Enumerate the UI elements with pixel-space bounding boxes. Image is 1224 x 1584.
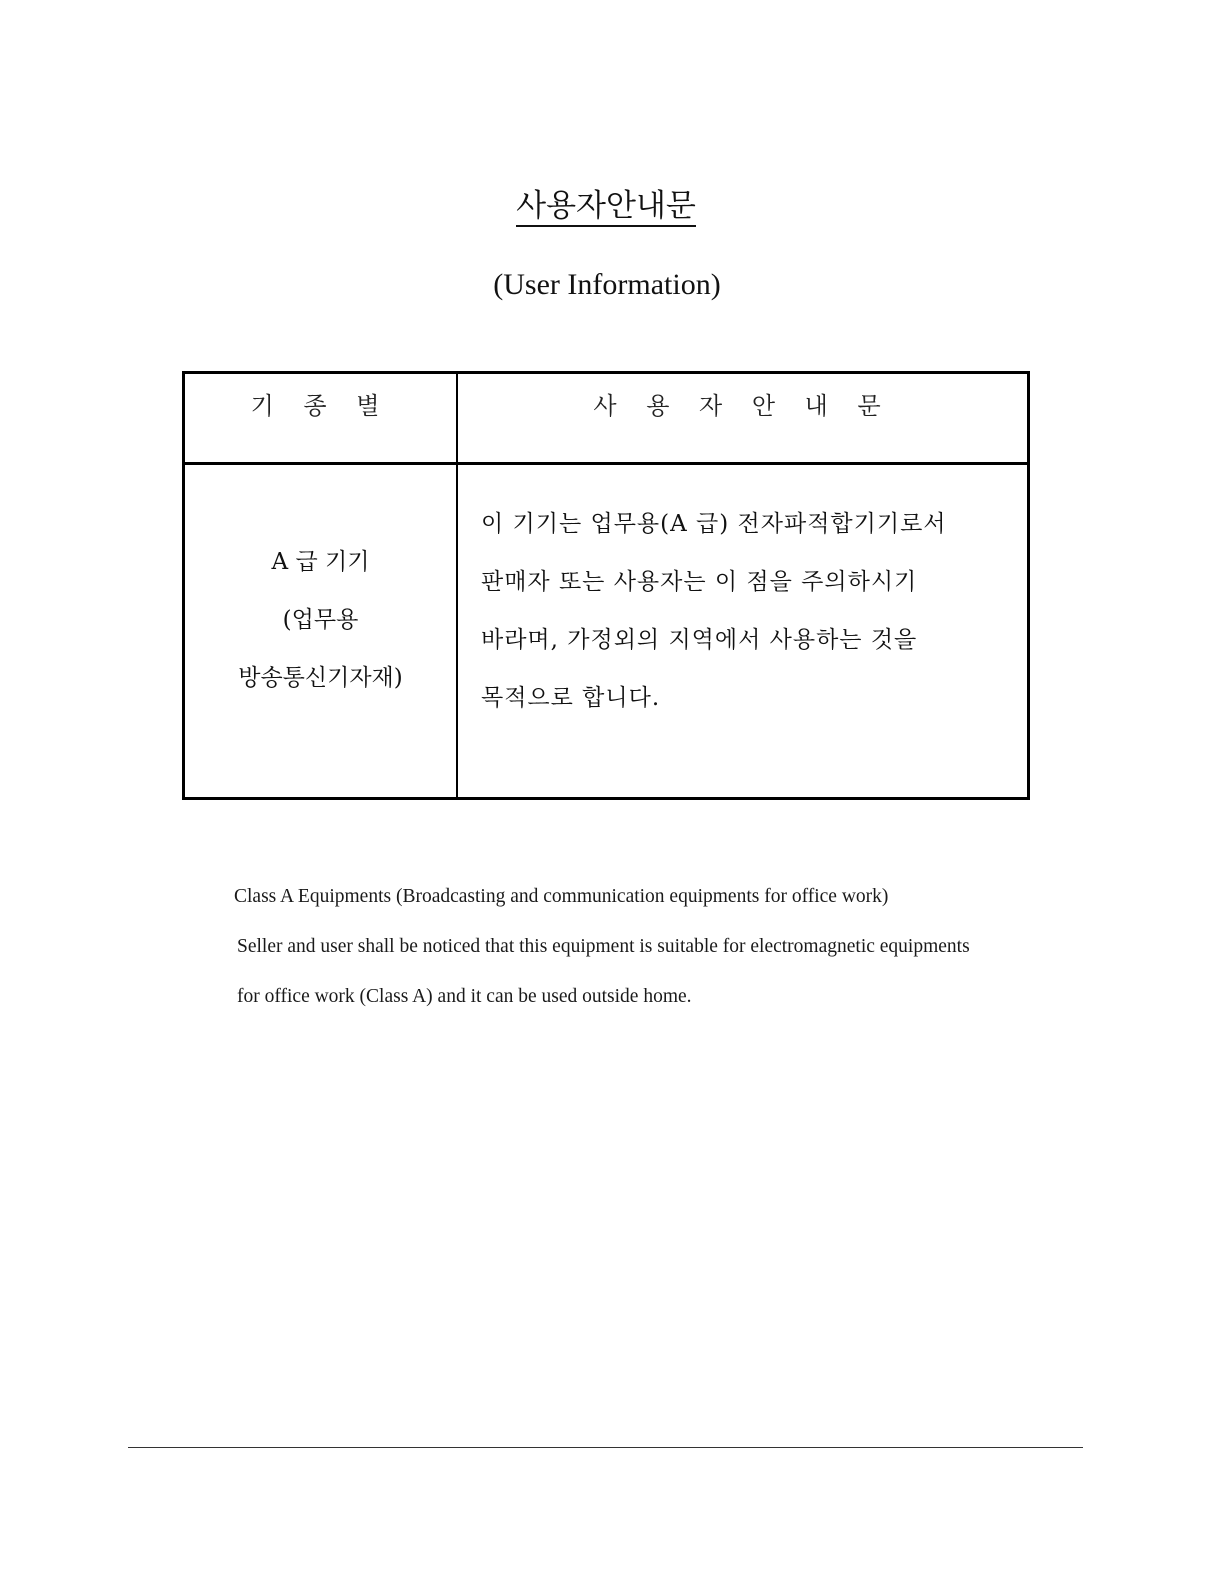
english-notice-line: for office work (Class A) and it can be used outside home. (237, 986, 692, 1007)
footer-divider (128, 1447, 1083, 1448)
user-notice-cell (481, 504, 1021, 736)
user-notice-line: 판매자 또는 사용자는 이 점을 주의하시기 (481, 569, 918, 595)
table-header-user-notice: 사 용 자 안 내 문 (593, 392, 892, 420)
table-header-device-type: 기 종 별 (250, 392, 391, 420)
device-type-line: (업무용 (282, 607, 359, 633)
page-title-korean (0, 186, 1212, 226)
user-notice-line: 이 기기는 업무용(A 급) 전자파적합기기로서 (481, 511, 947, 537)
english-notice-line: Seller and user shall be noticed that this equipment is suitable for electromagnetic equipments (237, 936, 970, 957)
device-type-line: A 급 기기 (271, 549, 370, 575)
user-information-table (182, 371, 1030, 800)
page-title-korean-text: 사용자안내문 (516, 188, 696, 227)
english-notice-line: Class A Equipments (Broadcasting and communication equipments for office work) (234, 886, 889, 907)
user-notice-line: 목적으로 합니다. (481, 685, 661, 711)
page-title-english: (User Information) (493, 268, 721, 301)
english-notice (234, 882, 1034, 1032)
user-notice-line: 바라며, 가정외의 지역에서 사용하는 것을 (481, 627, 918, 653)
device-type-line: 방송통신기자재) (238, 665, 403, 691)
table-header-divider (185, 462, 1027, 465)
device-type-cell (185, 542, 456, 716)
table-column-divider (456, 374, 458, 797)
